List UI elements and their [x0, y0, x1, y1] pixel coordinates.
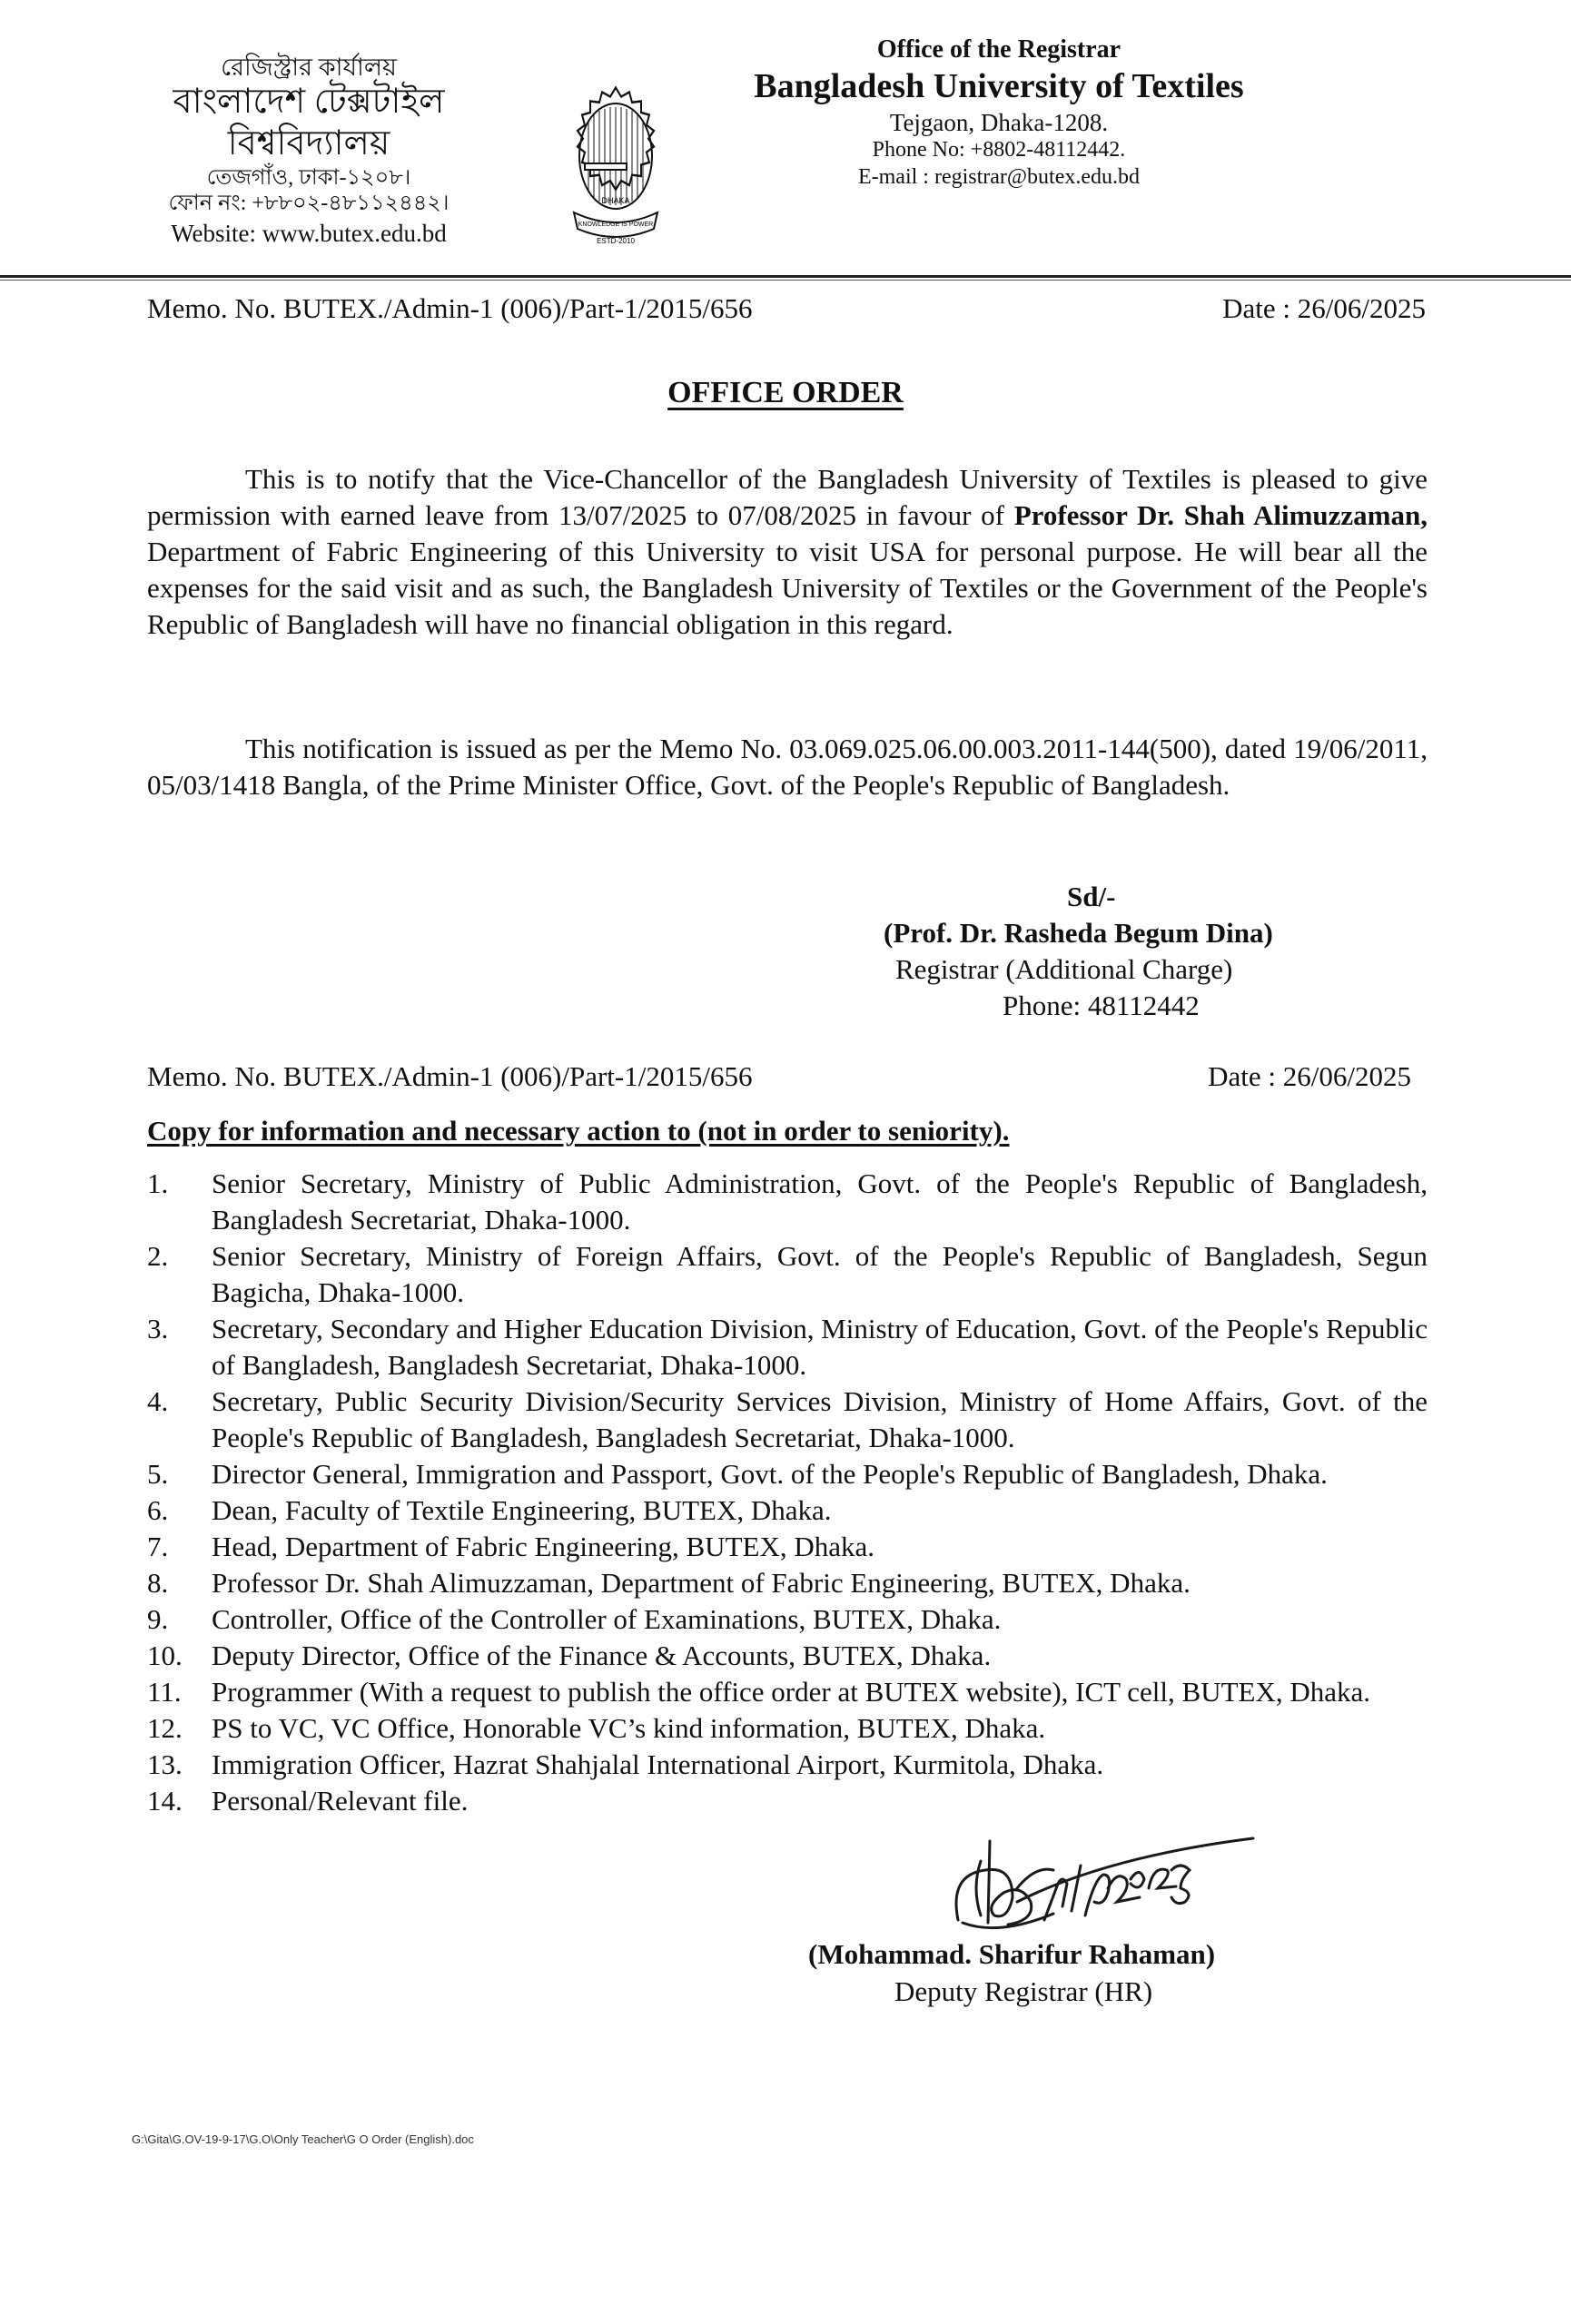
distribution-item-number: 4.	[147, 1385, 169, 1417]
memo-date: Date : 26/06/2025	[1222, 292, 1426, 324]
letterhead-english	[745, 34, 1253, 191]
distribution-item-number: 12.	[147, 1712, 183, 1744]
address: Tejgaon, Dhaka-1208.	[889, 108, 1109, 136]
header-divider-thin	[0, 280, 1571, 281]
distribution-item	[147, 1238, 1428, 1311]
memo-number: Memo. No. BUTEX./Admin-1 (006)/Part-1/2015/656	[147, 292, 753, 324]
distribution-item	[147, 1311, 1428, 1384]
deputy-registrar-designation: Deputy Registrar (HR)	[894, 1975, 1153, 2007]
seal-motto: KNOWLEDGE IS POWER	[578, 222, 654, 228]
header-divider	[0, 275, 1571, 278]
distribution-item-text: Senior Secretary, Ministry of Public Administration, Govt. of the People's Republic of Bangladesh, Bangladesh Secretariat, Dhaka-1000.	[212, 1167, 1428, 1236]
distribution-item-text: Secretary, Secondary and Higher Education Division, Ministry of Education, Govt. of the People's Republic of Bangladesh, Bangladesh Secretariat, Dhaka-1000.	[212, 1313, 1428, 1381]
distribution-item-number: 3.	[147, 1313, 169, 1344]
paragraph-1-text: This is to notify that the Vice-Chancellor of the Bangladesh University of Textiles is pleased to give permission with earned leave from 13/07/2025 to 07/08/2025 in favour of	[147, 463, 1428, 531]
distribution-item-text: Controller, Office of the Controller of Examinations, BUTEX, Dhaka.	[212, 1603, 1002, 1635]
signatory-phone: Phone: 48112442	[1003, 990, 1200, 1021]
distribution-item-number: 2.	[147, 1240, 169, 1272]
distribution-item	[147, 1565, 1428, 1601]
distribution-item-number: 11.	[147, 1676, 182, 1708]
handwritten-signature-icon	[799, 1834, 1271, 1934]
distribution-item-number: 1.	[147, 1167, 169, 1199]
distribution-item-text: Professor Dr. Shah Alimuzzaman, Department of Fabric Engineering, BUTEX, Dhaka.	[212, 1567, 1191, 1599]
university-seal-icon	[561, 76, 670, 258]
distribution-item-text: Deputy Director, Office of the Finance & Accounts, BUTEX, Dhaka.	[212, 1640, 992, 1671]
distribution-item-number: 7.	[147, 1531, 169, 1562]
distribution-item-number: 14.	[147, 1785, 183, 1817]
university-name: Bangladesh University of Textiles	[754, 67, 1244, 106]
body-paragraph-2: This notification is issued as per the Memo No. 03.069.025.06.00.003.2011-144(500), dated 19/06/2011, 05/03/1418 Bangla, of the Prime Minister Office, Govt. of the People's Republic of Bangladesh.	[147, 733, 1428, 801]
bangla-university-name: বাংলাদেশ টেক্সটাইল বিশ্ববিদ্যালয়	[173, 83, 445, 162]
email: E-mail : registrar@butex.edu.bd	[857, 164, 1140, 189]
distribution-item	[147, 1456, 1428, 1492]
signed-mark: Sd/-	[1067, 881, 1116, 912]
distribution-item-text: Head, Department of Fabric Engineering, BUTEX, Dhaka.	[212, 1531, 874, 1562]
distribution-item	[147, 1601, 1428, 1638]
distribution-list	[147, 1166, 1428, 1819]
distribution-item-text: Senior Secretary, Ministry of Foreign Affairs, Govt. of the People's Republic of Bangladesh, Segun Bagicha, Dhaka-1000.	[212, 1240, 1428, 1308]
distribution-item-text: Dean, Faculty of Textile Engineering, BUTEX, Dhaka.	[212, 1494, 832, 1526]
seal-established: ESTD-2010	[597, 237, 635, 245]
distribution-item	[147, 1529, 1428, 1565]
distribution-item-number: 8.	[147, 1567, 169, 1599]
paragraph-1-text-cont: Department of Fabric Engineering of this University to visit USA for personal purpose. He will bear all the expenses for the said visit and as such, the Bangladesh University of Textiles or the Government of the People's Republic of Bangladesh will have no financial obligation in this regard.	[147, 536, 1428, 640]
distribution-item	[147, 1638, 1428, 1674]
distribution-item-text: Programmer (With a request to publish the office order at BUTEX website), ICT cell, BUTEX, Dhaka.	[212, 1676, 1371, 1708]
distribution-item	[147, 1492, 1428, 1529]
distribution-item	[147, 1384, 1428, 1456]
deputy-registrar-name: (Mohammad. Sharifur Rahaman)	[808, 1938, 1216, 1970]
distribution-item	[147, 1674, 1428, 1710]
bangla-office-name: রেজিস্ট্রার কার্যালয়	[221, 54, 397, 81]
office-name: Office of the Registrar	[876, 35, 1121, 64]
distribution-item-number: 10.	[147, 1640, 183, 1671]
distribution-item-text: Personal/Relevant file.	[212, 1785, 469, 1817]
bangla-address: তেজগাঁও, ঢাকা-১২০৮।	[206, 165, 411, 190]
memo-number-copy: Memo. No. BUTEX./Admin-1 (006)/Part-1/2015/656	[147, 1060, 753, 1092]
distribution-item-number: 13.	[147, 1748, 183, 1780]
distribution-item-number: 5.	[147, 1458, 169, 1490]
distribution-item-text: PS to VC, VC Office, Honorable VC’s kind information, BUTEX, Dhaka.	[212, 1712, 1046, 1744]
signatory-designation: Registrar (Additional Charge)	[895, 953, 1233, 985]
distribution-item-text: Director General, Immigration and Passport, Govt. of the People's Republic of Bangladesh, Dhaka.	[212, 1458, 1328, 1490]
file-path-footer: G:\Gita\G.OV-19-9-17\G.O\Only Teacher\G O Order (English).doc	[132, 2132, 474, 2146]
distribution-item-text: Secretary, Public Security Division/Security Services Division, Ministry of Home Affairs, Govt. of the People's Republic of Bangladesh, Bangladesh Secretariat, Dhaka-1000.	[212, 1385, 1428, 1453]
distribution-item	[147, 1783, 1428, 1819]
memo-date-copy: Date : 26/06/2025	[1208, 1060, 1411, 1092]
leave-recipient-name: Professor Dr. Shah Alimuzzaman,	[1013, 499, 1428, 531]
distribution-item	[147, 1747, 1428, 1783]
body-paragraph-1	[147, 461, 1428, 643]
website-text: Website: www.butex.edu.bd	[171, 220, 447, 248]
letterhead-bangla	[109, 53, 509, 249]
copy-heading: Copy for information and necessary action to (not in order to seniority).	[147, 1115, 1010, 1147]
document-title-text: OFFICE ORDER	[667, 376, 904, 409]
seal-center-text: DHAKA	[601, 196, 630, 205]
distribution-item	[147, 1166, 1428, 1238]
distribution-item-number: 9.	[147, 1603, 169, 1635]
signatory-block-registrar	[817, 879, 1453, 1024]
distribution-item	[147, 1710, 1428, 1747]
phone: Phone No: +8802-48112442.	[872, 138, 1126, 162]
distribution-item-text: Immigration Officer, Hazrat Shahjalal International Airport, Kurmitola, Dhaka.	[212, 1748, 1104, 1780]
document-title	[0, 376, 1571, 410]
distribution-item-number: 6.	[147, 1494, 169, 1526]
signatory-name: (Prof. Dr. Rasheda Begum Dina)	[884, 917, 1273, 949]
bangla-phone: ফোন নং: +৮৮০২-৪৮১১২৪৪২।	[168, 192, 450, 216]
